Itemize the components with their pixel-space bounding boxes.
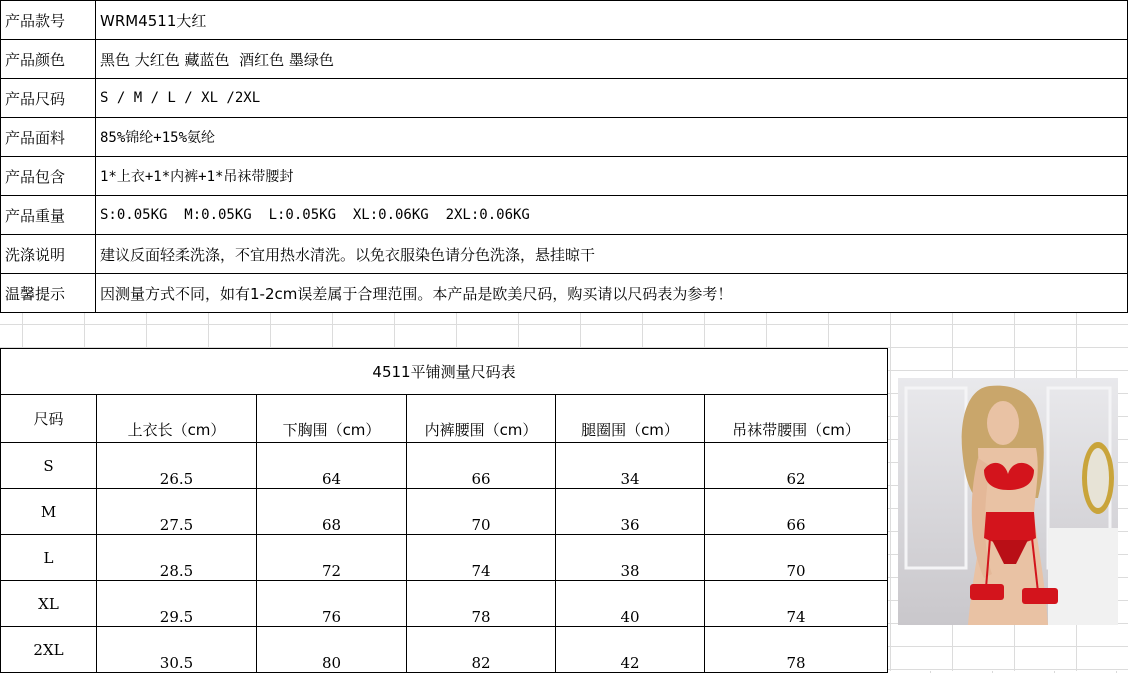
spec-row-style-number bbox=[1, 1, 1128, 40]
header-garter-waist: 吊袜带腰围（cm） bbox=[705, 395, 888, 443]
value-cell: 72 bbox=[257, 535, 407, 581]
spec-key: 产品款号 bbox=[1, 1, 96, 40]
value-cell: 29.5 bbox=[97, 581, 257, 627]
size-cell: XL bbox=[1, 581, 97, 627]
value-cell: 28.5 bbox=[97, 535, 257, 581]
value-cell: 62 bbox=[705, 443, 888, 489]
spec-value: 因测量方式不同，如有1-2cm误差属于合理范围。本产品是欧美尺码，购买请以尺码表为参考！ bbox=[96, 274, 1128, 313]
spec-value: S / M / L / XL /2XL bbox=[96, 79, 1128, 118]
size-chart-title: 4511平铺测量尺码表 bbox=[1, 349, 888, 395]
value-cell: 74 bbox=[705, 581, 888, 627]
value-cell: 74 bbox=[407, 535, 556, 581]
value-cell: 78 bbox=[407, 581, 556, 627]
spec-value: 建议反面轻柔洗涤，不宜用热水清洗。以免衣服染色请分色洗涤，悬挂晾干 bbox=[96, 235, 1128, 274]
spec-row-sizes bbox=[1, 79, 1128, 118]
size-cell: 2XL bbox=[1, 627, 97, 673]
value-cell: 30.5 bbox=[97, 627, 257, 673]
product-spec-table bbox=[0, 0, 1128, 313]
header-panty-waist: 内裤腰围（cm） bbox=[407, 395, 556, 443]
value-cell: 66 bbox=[407, 443, 556, 489]
spec-row-washing bbox=[1, 235, 1128, 274]
spec-key: 产品面料 bbox=[1, 118, 96, 157]
spec-key: 产品尺码 bbox=[1, 79, 96, 118]
spec-key: 洗涤说明 bbox=[1, 235, 96, 274]
value-cell: 70 bbox=[407, 489, 556, 535]
value-cell: 42 bbox=[556, 627, 705, 673]
value-cell: 27.5 bbox=[97, 489, 257, 535]
spec-key: 温馨提示 bbox=[1, 274, 96, 313]
table-row bbox=[1, 581, 888, 627]
spec-row-colors bbox=[1, 40, 1128, 79]
spec-row-contents bbox=[1, 157, 1128, 196]
spec-value: 黑色 大红色 藏蓝色 酒红色 墨绿色 bbox=[96, 40, 1128, 79]
header-leg-opening: 腿圈围（cm） bbox=[556, 395, 705, 443]
spec-value: 1*上衣+1*内裤+1*吊袜带腰封 bbox=[96, 157, 1128, 196]
value-cell: 78 bbox=[705, 627, 888, 673]
value-cell: 26.5 bbox=[97, 443, 257, 489]
value-cell: 40 bbox=[556, 581, 705, 627]
value-cell: 64 bbox=[257, 443, 407, 489]
header-top-length: 上衣长（cm） bbox=[97, 395, 257, 443]
model-illustration bbox=[898, 378, 1118, 625]
value-cell: 70 bbox=[705, 535, 888, 581]
value-cell: 76 bbox=[257, 581, 407, 627]
size-cell: L bbox=[1, 535, 97, 581]
spec-row-note bbox=[1, 274, 1128, 313]
header-size: 尺码 bbox=[1, 395, 97, 443]
table-row bbox=[1, 489, 888, 535]
spec-key: 产品包含 bbox=[1, 157, 96, 196]
value-cell: 34 bbox=[556, 443, 705, 489]
value-cell: 68 bbox=[257, 489, 407, 535]
size-chart-header-row bbox=[1, 395, 888, 443]
size-chart-table bbox=[0, 348, 888, 673]
value-cell: 66 bbox=[705, 489, 888, 535]
table-row bbox=[1, 535, 888, 581]
header-underbust: 下胸围（cm） bbox=[257, 395, 407, 443]
size-chart-title-row bbox=[1, 349, 888, 395]
spec-row-fabric bbox=[1, 118, 1128, 157]
value-cell: 80 bbox=[257, 627, 407, 673]
table-row bbox=[1, 443, 888, 489]
spec-value: 85%锦纶+15%氨纶 bbox=[96, 118, 1128, 157]
value-cell: 82 bbox=[407, 627, 556, 673]
product-photo bbox=[898, 378, 1118, 625]
spec-key: 产品颜色 bbox=[1, 40, 96, 79]
size-cell: M bbox=[1, 489, 97, 535]
value-cell: 38 bbox=[556, 535, 705, 581]
size-cell: S bbox=[1, 443, 97, 489]
spec-value: WRM4511大红 bbox=[96, 1, 1128, 40]
spec-value: S:0.05KG M:0.05KG L:0.05KG XL:0.06KG 2XL:0.06KG bbox=[96, 196, 1128, 235]
value-cell: 36 bbox=[556, 489, 705, 535]
spec-key: 产品重量 bbox=[1, 196, 96, 235]
table-row bbox=[1, 627, 888, 673]
spec-row-weight bbox=[1, 196, 1128, 235]
